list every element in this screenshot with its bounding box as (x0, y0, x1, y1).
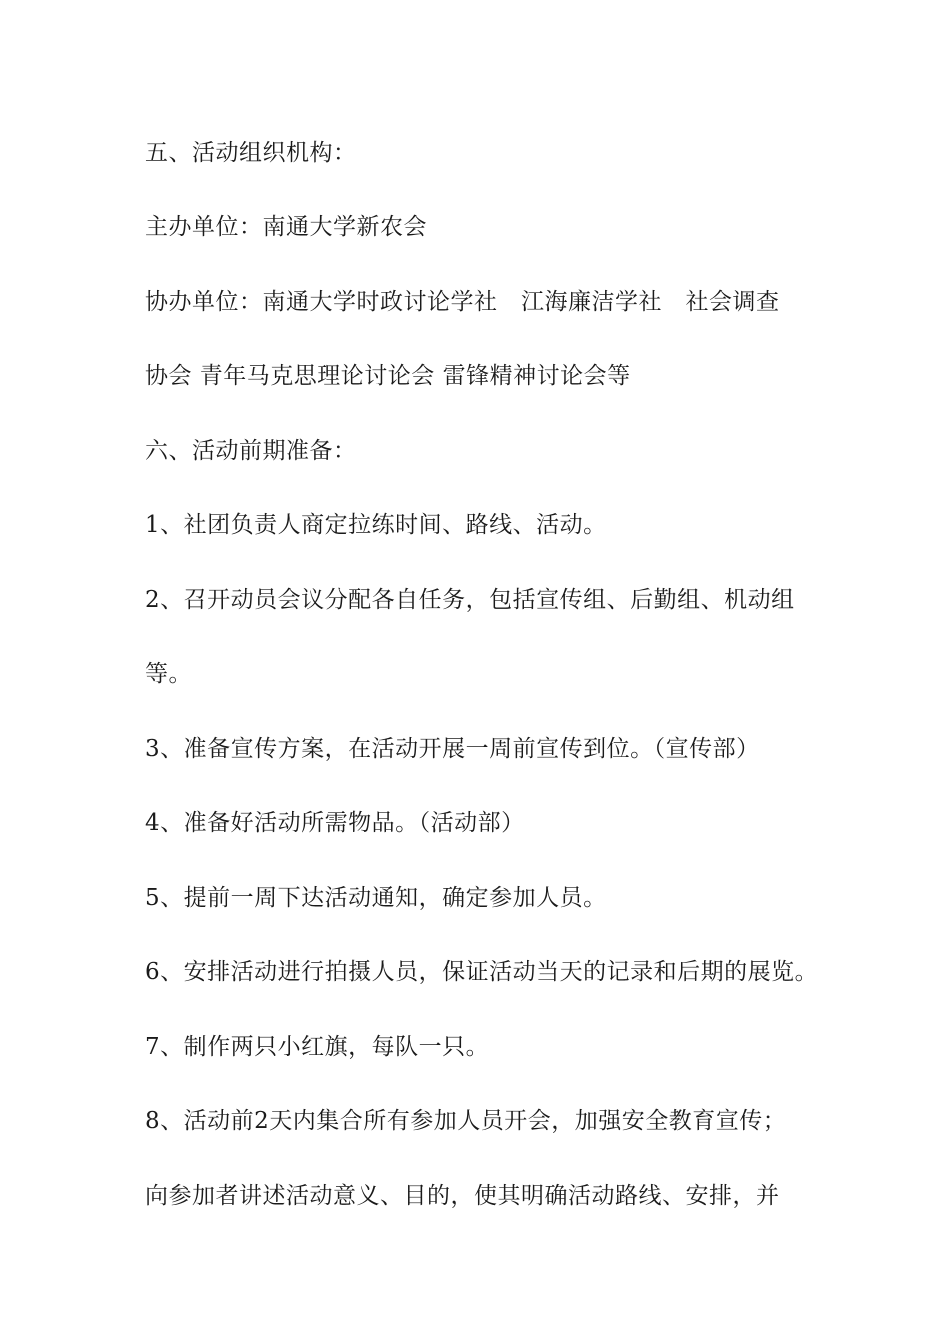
list-item-4: 4、准备好活动所需物品。（活动部） (145, 810, 525, 836)
organizer-line: 主办单位：南通大学新农会 (145, 214, 427, 240)
list-item-8: 8、活动前2天内集合所有参加人员开会，加强安全教育宣传； (145, 1108, 787, 1134)
list-item-2-continued: 等。 (145, 661, 192, 687)
co-organizer-line: 协办单位：南通大学时政讨论学社 江海廉洁学社 社会调查 (145, 289, 780, 315)
co-organizer-line-continued: 协会 青年马克思理论讨论会 雷锋精神讨论会等 (145, 363, 631, 389)
list-item-3: 3、准备宣传方案，在活动开展一周前宣传到位。（宣传部） (145, 736, 760, 762)
list-item-5: 5、提前一周下达活动通知，确定参加人员。 (145, 885, 607, 911)
list-item-1: 1、社团负责人商定拉练时间、路线、活动。 (145, 512, 607, 538)
list-item-7: 7、制作两只小红旗，每队一只。 (145, 1034, 490, 1060)
list-item-2: 2、召开动员会议分配各自任务，包括宣传组、后勤组、机动组 (145, 587, 795, 613)
section-heading-preparation: 六、活动前期准备： (145, 438, 357, 464)
section-heading-organization: 五、活动组织机构： (145, 140, 357, 166)
list-item-8-continued: 向参加者讲述活动意义、目的，使其明确活动路线、安排，并 (145, 1183, 780, 1209)
list-item-6: 6、安排活动进行拍摄人员，保证活动当天的记录和后期的展览。 (145, 959, 819, 985)
